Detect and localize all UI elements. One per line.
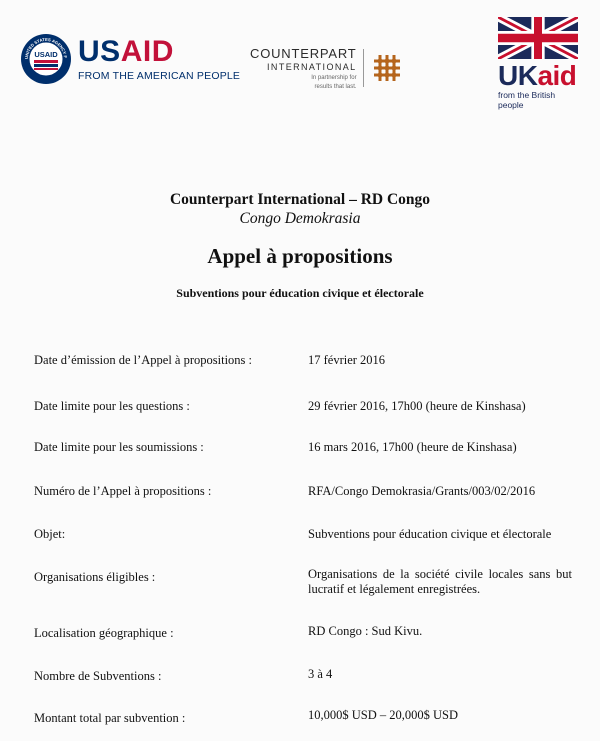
counterpart-international: INTERNATIONAL: [267, 62, 357, 72]
detail-value: 16 mars 2016, 17h00 (heure de Kinshasa): [308, 440, 517, 454]
detail-value: Organisations de la société civile locales sans but lucratif et légalement enregistrées.: [308, 567, 572, 596]
detail-label: Date d’émission de l’Appel à propositions :: [34, 353, 253, 367]
detail-value: 3 à 4: [308, 667, 333, 681]
organization-name: Counterpart International – RD Congo: [169, 191, 431, 208]
logo-bar: [0, 0, 600, 120]
detail-value: RD Congo : Sud Kivu.: [308, 624, 423, 638]
ukaid-tagline: from the British people: [498, 90, 556, 110]
ukaid-uk-text: UK: [498, 60, 538, 91]
counterpart-name: COUNTERPART: [250, 46, 357, 61]
counterpart-divider: [363, 49, 364, 87]
union-jack-flag-icon: [498, 17, 578, 59]
detail-value: 17 février 2016: [308, 353, 386, 367]
detail-value: RFA/Congo Demokrasia/Grants/003/02/2016: [308, 484, 536, 498]
counterpart-logo: [250, 47, 404, 91]
detail-label: Date limite pour les questions :: [34, 399, 190, 413]
svg-text:UNITED STATES AGENCY FOR INTER: UNITED STATES AGENCY F: [23, 36, 69, 60]
ukaid-logo: [498, 17, 580, 110]
usaid-seal-icon: [20, 33, 72, 85]
detail-label: Nombre de Subventions :: [34, 669, 162, 683]
usaid-logo: [20, 33, 240, 85]
usaid-us-text: US: [78, 34, 121, 68]
program-name: Congo Demokrasia: [239, 210, 361, 227]
detail-label: Montant total par subvention :: [34, 711, 186, 725]
page-subtitle: Subventions pour éducation civique et électorale: [176, 286, 424, 300]
detail-label: Organisations éligibles :: [34, 570, 156, 584]
svg-text:USAID: USAID: [34, 50, 58, 59]
counterpart-tagline-2: results that last.: [314, 84, 357, 90]
counterpart-tagline-1: In partnership for: [311, 75, 357, 81]
detail-label: Date limite pour les soumissions :: [34, 440, 204, 454]
detail-value: Subventions pour éducation civique et électorale: [308, 527, 552, 541]
detail-value: 29 février 2016, 17h00 (heure de Kinshasa): [308, 399, 526, 413]
page-title: Appel à propositions: [207, 244, 393, 268]
detail-label: Numéro de l’Appel à propositions :: [34, 484, 212, 498]
detail-value: 10,000$ USD – 20,000$ USD: [308, 708, 459, 722]
usaid-aid-text: AID: [120, 34, 174, 68]
usaid-tagline: FROM THE AMERICAN PEOPLE: [78, 69, 241, 82]
ukaid-aid-text: aid: [537, 60, 577, 91]
detail-label: Objet:: [34, 527, 66, 541]
counterpart-lattice-icon: [370, 51, 404, 85]
detail-label: Localisation géographique :: [34, 626, 174, 640]
